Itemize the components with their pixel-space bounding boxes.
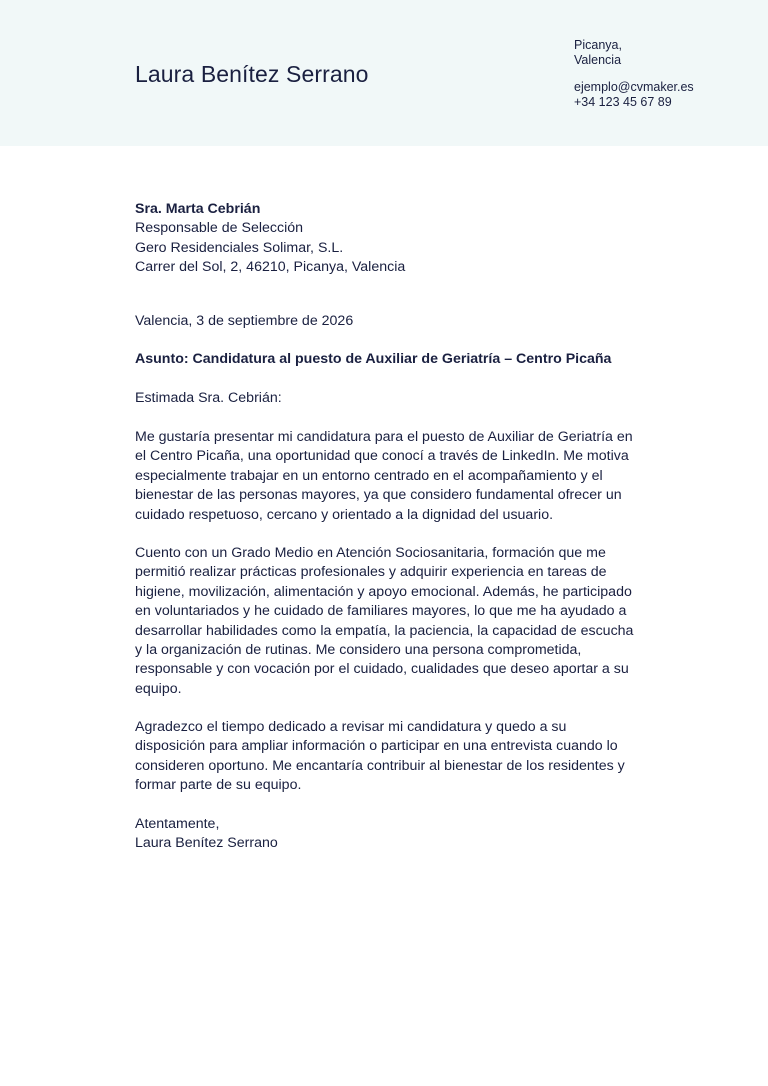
letter-date: Valencia, 3 de septiembre de 2026 (135, 313, 354, 329)
sender-city: Picanya, (574, 38, 622, 52)
contact-spacer (574, 68, 694, 80)
sender-phone: +34 123 45 67 89 (574, 95, 672, 109)
letter-subject: Asunto: Candidatura al puesto de Auxiliar de Geriatría – Centro Picaña (135, 351, 612, 367)
letter-closing: Atentamente, (135, 816, 220, 832)
recipient-company: Gero Residenciales Solimar, S.L. (135, 239, 344, 256)
recipient-name: Sra. Marta Cebrián (135, 201, 261, 217)
recipient-role: Responsable de Selección (135, 220, 303, 237)
letter-closing-block (135, 815, 278, 854)
sender-region: Valencia (574, 53, 622, 67)
letter-paragraph-3: Agradezco el tiempo dedicado a revisar mi candidatura y quedo a su disposición para ampliar información o participar en una entrevista cuando lo consideren oportuno. Me encantaría contribuir al bienestar de los residentes y formar parte de su equipo. (135, 719, 625, 794)
recipient-block (135, 200, 635, 277)
letter-signature: Laura Benítez Serrano (135, 835, 278, 852)
letter-paragraph-1: Me gustaría presentar mi candidatura para el puesto de Auxiliar de Geriatría en el Centro Picaña, una oportunidad que conocí a través de LinkedIn. Me motiva especialmente trabajar en un entorno centrado en el acompañamiento y el bienestar de las personas mayores, ya que considero fundamental ofrecer un cuidado respetuoso, cercano y orientado a la dignidad del usuario. (135, 429, 633, 523)
letter-header (0, 0, 768, 146)
sender-name: Laura Benítez Serrano (135, 61, 369, 87)
sender-contact (574, 38, 694, 110)
recipient-address: Carrer del Sol, 2, 46210, Picanya, Valencia (135, 258, 406, 275)
letter-paragraph-2: Cuento con un Grado Medio en Atención Sociosanitaria, formación que me permitió realizar prácticas profesionales y adquirir experiencia en tareas de higiene, movilización, alimentación y apoyo emocional. Además, he participado en voluntariados y he cuidado de familiares mayores, lo que me ha ayudado a desarrollar habilidades como la empatía, la paciencia, la capacidad de escucha y la organización de rutinas. Me considero una persona comprometida, responsable y con vocación por el cuidado, cualidades que deseo aportar a su equipo. (135, 545, 634, 697)
sender-email[interactable]: ejemplo@cvmaker.es (574, 80, 694, 94)
letter-salutation: Estimada Sra. Cebrián: (135, 390, 282, 406)
